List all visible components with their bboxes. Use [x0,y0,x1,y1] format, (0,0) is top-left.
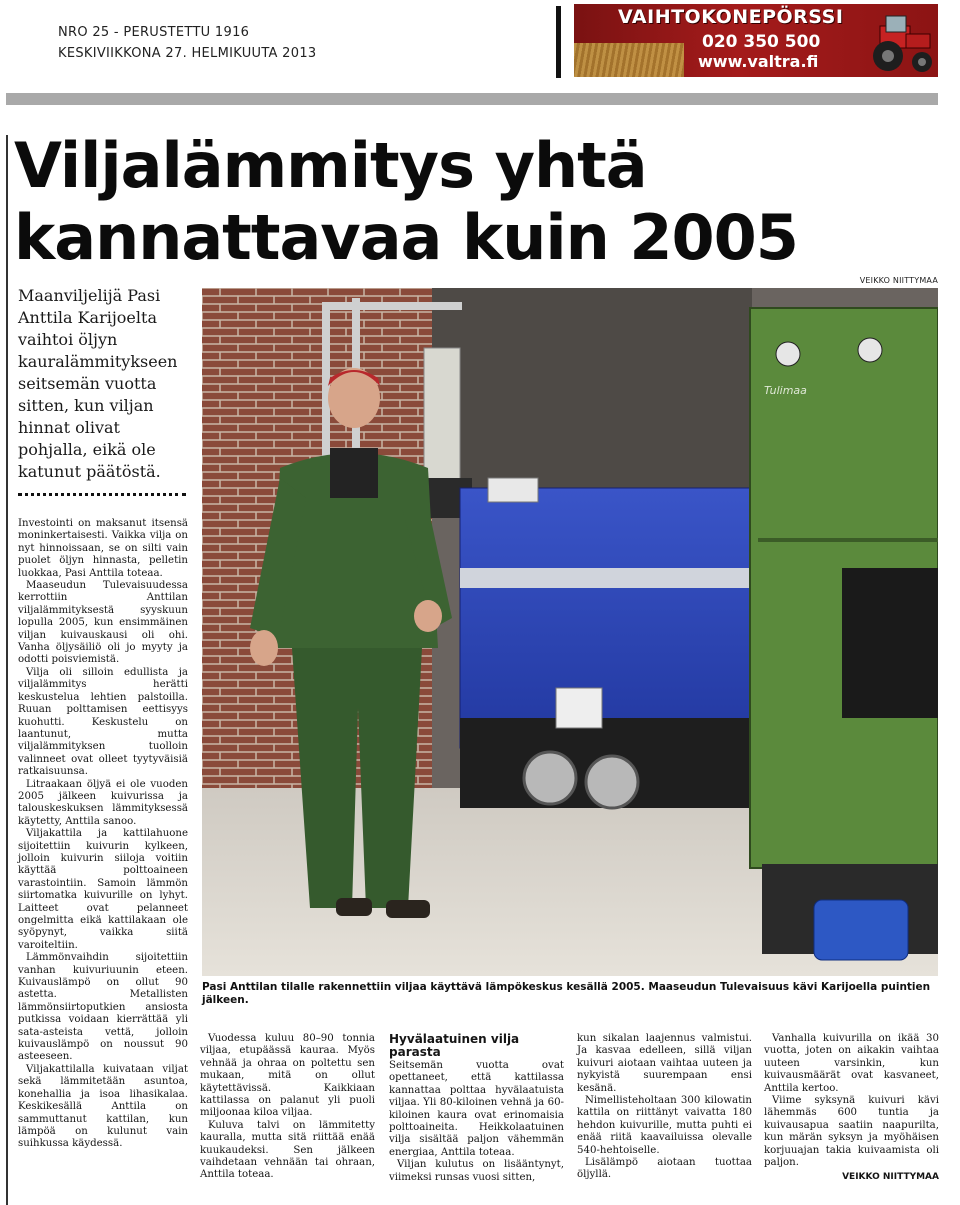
headline [14,130,914,274]
paragraph: kun sikalan laajennus valmistui. Ja kasvaa edelleen, sillä viljan kuivuri aiotaan vaihtaa uuteen ja nykyistä suurempaan ensi kesänä. [577,1033,752,1094]
paragraph: Kuluva talvi on lämmitetty kauralla, mutta sitä riittää enää kuukaudeksi. Sen jälkeen vaihdetaan vehnään tai ohraan, Anttila toteaa. [200,1119,375,1181]
boiler-room-photo [202,288,938,976]
article-column-2 [200,1033,375,1182]
paragraph: Investointi on maksanut itsensä moninkertaisesti. Vaikka vilja on nyt hinnoissaan, se on silti vain puolet öljyn hinnasta, pelletin luokkaa, Pasi Anttila toteaa. [18,518,188,579]
paragraph: Lisälämpö aiotaan tuottaa öljyllä. [577,1157,752,1181]
lead-divider [18,493,186,496]
paragraph: Viljakattila ja kattilahuone sijoitettiin kuivurin kylkeen, jolloin kuivurin siiloja voitiin käyttää polttoaineen varastointiin. Samoin lämmön siirtomatka kuivurille on lyhyt. Laitteet ovat pelanneet ongelmitta eikä kattilakaan ole syöpynyt, vaikka siitä varoiteltiin. [18,828,188,951]
photo-caption: Pasi Anttilan tilalle rakennettiin viljaa käyttävä lämpökeskus kesällä 2005. Maaseudun Tulevaisuus kävi Karijoella puintien jälkeen. [202,981,931,1006]
paragraph: Vuodessa kuluu 80–90 tonnia viljaa, etupäässä kauraa. Myös vehnää ja ohraa on poltettu sen mukaan, mitä on ollut käytettävissä. Kaikkiaan kattilassa on palanut yli puoli miljoonaa kiloa viljaa. [200,1033,375,1119]
paragraph: Maaseudun Tulevaisuudessa kerrottiin Anttilan viljalämmityksestä syyskuun lopulla 2005, kun ensimmäinen viljan kuivauskausi oli ohi. Vanha öljysäiliö oli jo myyty ja odotti poisviemistä. [18,580,188,666]
paragraph: Vilja oli silloin edullista ja viljalämmitys herätti keskustelua lehtien palstoilla. Ruuan polttamisen eettisyys kuohutti. Keskustelu on laantunut, mutta viljalämmityksen tuolloin valinneet ovat olleet tyytyväisiä ratkaisuunsa. [18,666,188,778]
masthead-divider [556,6,561,78]
tractor-icon [862,12,934,74]
paragraph: Vanhalla kuivurilla on ikää 30 vuotta, joten on aikakin vaihtaa uuteen varsinkin, kun kuivausmäärät ovat kasvaneet, Anttila kertoo. [764,1033,939,1094]
paragraph: Seitsemän vuotta ovat opettaneet, että kattilassa kannattaa polttaa hyvälaatuista viljaa. Yli 80-kiloinen vehnä ja 60-kiloinen kaura ovat erinomaisia polttoaineita. Heikkolaatuinen vilja sisältää paljon vähemmän energiaa, Anttila toteaa. [389,1060,564,1158]
article-column-3 [389,1033,564,1184]
issue-line: NRO 25 - PERUSTETTU 1916 [58,25,250,40]
byline: VEIKKO NIITTYMAA [842,1172,939,1183]
article-column-1 [18,518,188,1151]
ad-website: www.valtra.fi [698,52,819,71]
advertisement-banner[interactable] [574,4,938,77]
ad-phone: 020 350 500 [702,32,821,52]
paragraph: Litraakaan öljyä ei ole vuoden 2005 jälkeen kuivurissa ja talouskeskuksen lämmityksessä käytetty, Anttila sanoo. [18,778,188,827]
date-line: KESKIVIIKKONA 27. HELMIKUUTA 2013 [58,46,317,61]
masthead [0,0,960,90]
headline-line-1: Viljalämmitys yhtä [14,129,647,202]
page-left-rule [6,135,8,1205]
lead-paragraph: Maanviljelijä Pasi Anttila Karijoelta vaihtoi öljyn kauralämmitykseen seitsemän vuotta sitten, kun viljan hinnat olivat pohjalla, eikä ole katunut päätöstä. [18,286,178,481]
paragraph: Viljan kulutus on lisääntynyt, viimeksi runsas vuosi sitten, [389,1159,564,1183]
subheading: Hyvälaatuinen vilja parasta [389,1032,520,1059]
masthead-info [58,22,316,64]
photo-credit: VEIKKO NIITTYMAA [859,276,938,285]
article-column-4 [577,1033,752,1182]
article-column-5 [764,1033,939,1184]
paragraph: Viljakattilalla kuivataan viljat sekä lämmitetään asuntoa, konehallia ja isoa lihasikalaa. Keskikesällä Anttila on sammuttanut kattilan, kun lämpöä on kulunut vain suihkussa käydessä. [18,1063,188,1150]
ad-title: VAIHTOKONEPÖRSSI [618,6,844,28]
headline-line-2: kannattavaa kuin 2005 [14,201,798,274]
section-bar [6,93,938,105]
paragraph: Nimellisteholtaan 300 kilowatin kattila on riittänyt vaivatta 180 hehdon kuivurille, mutta puhti ei enää riitä kaavailuissa olevalle 540-hehtoiselle. [577,1095,752,1156]
paragraph: Viime syksynä kuivuri kävi lähemmäs 600 tuntia ja kuivausapua saatiin naapurilta, kun märän syksyn ja myöhäisen korjuuajan takia kuivaamista oli paljon. [764,1095,939,1169]
article-photo [202,288,938,976]
grain-field-image [574,43,684,77]
boiler-brand-sign: Tulimaa [764,384,807,397]
paragraph: Lämmönvaihdin sijoitettiin vanhan kuivuriuunin eteen. Kuivauslämpö on ollut 90 astetta. Metallisten lämmönsiirtoputkien ansiosta putkissa voidaan kierrättää yli sata-asteista vettä, jolloin kuivauslämpö on noussut 90 asteeseen. [18,952,188,1063]
